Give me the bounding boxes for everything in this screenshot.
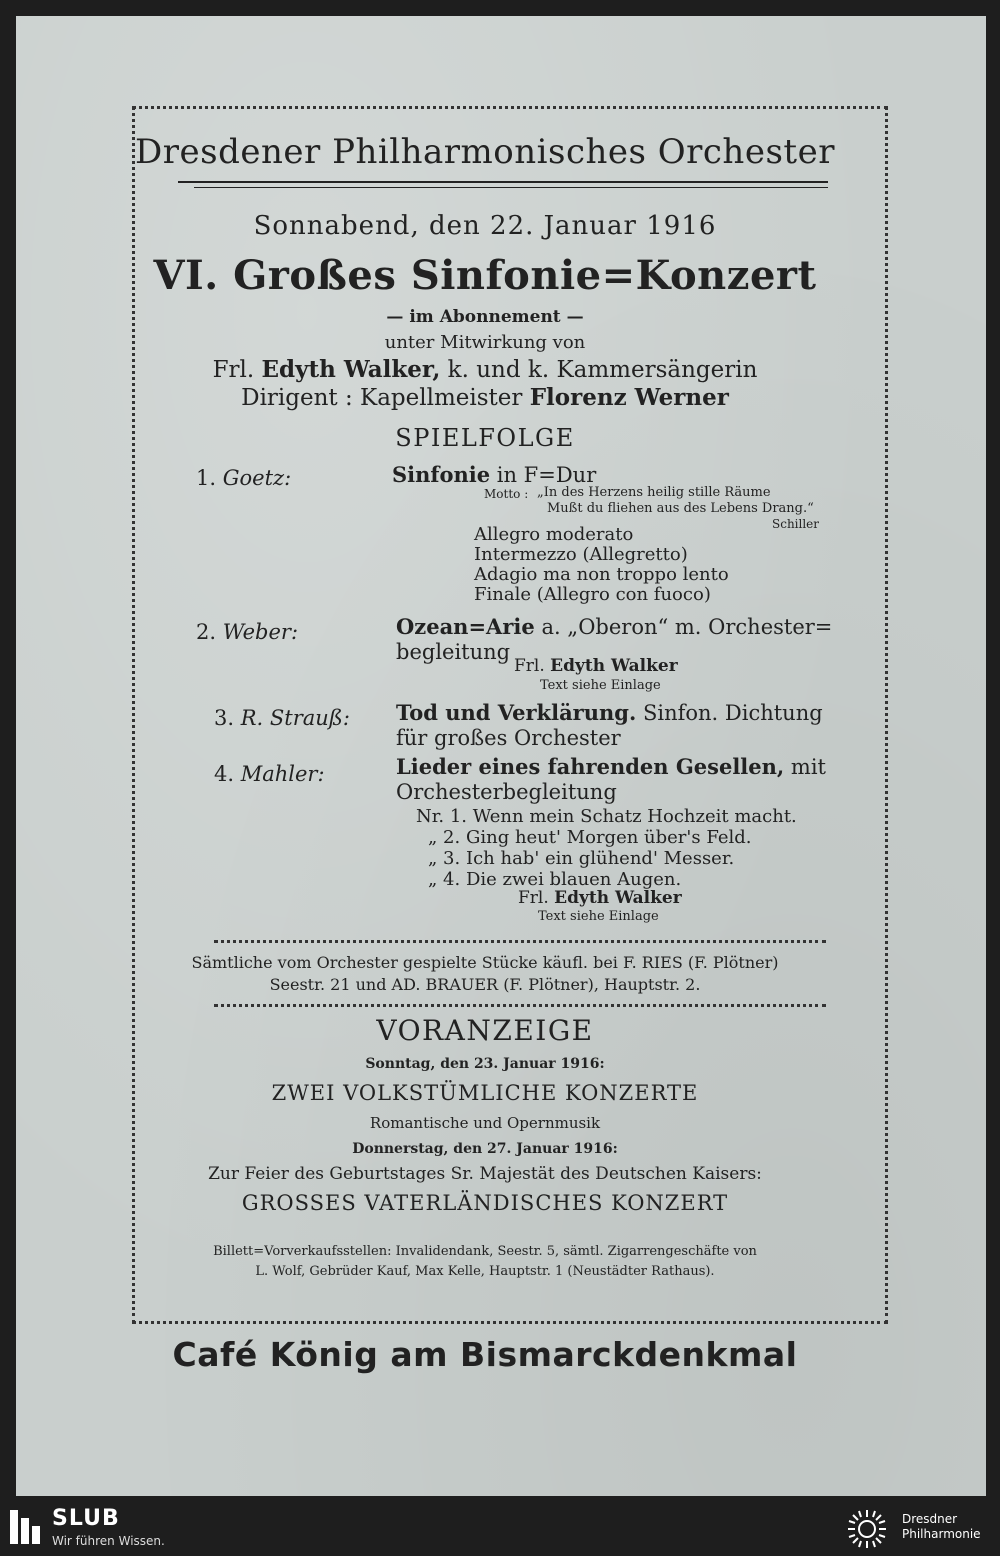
composer-name: Goetz:	[222, 466, 292, 490]
soloist-role: k. und k. Kammersängerin	[447, 357, 758, 383]
conductor-prefix: Dirigent : Kapellmeister	[241, 385, 523, 411]
program-item-number: 2. Weber:	[196, 620, 299, 644]
preview-date: Sonntag, den 23. Januar 1916:	[365, 1056, 605, 1072]
preview-subtitle: Romantische und Opernmusik	[369, 1114, 601, 1132]
motto-author: Schiller	[772, 517, 820, 531]
motto-line: Mußt du fliehen aus des Lebens Drang.“	[547, 501, 814, 516]
preview-concert-title: GROSSES VATERLÄNDISCHES KONZERT	[241, 1191, 729, 1215]
composer-name: Mahler:	[240, 762, 325, 786]
work-title: Ozean=Arie a. „Oberon“ m. Orchester=	[396, 614, 833, 639]
work-title-cont: für großes Orchester	[396, 726, 621, 750]
sales-line: Sämtliche vom Orchester gespielte Stücke käufl. bei F. RIES (F. Plötner)	[191, 953, 779, 972]
subscription-note: — im Abonnement —	[386, 307, 584, 327]
philharmonie-logo-icon	[846, 1508, 888, 1550]
soloist-name: Edyth Walker,	[261, 356, 441, 383]
title-rule-thin	[194, 187, 828, 188]
work-title: Sinfonie in F=Dur	[392, 462, 597, 487]
program-item-number: 4. Mahler:	[214, 762, 325, 786]
preview-date: Donnerstag, den 27. Januar 1916:	[352, 1141, 618, 1157]
cafe-advert: Café König am Bismarckdenkmal	[172, 1335, 798, 1374]
sales-line: Seestr. 21 und AD. BRAUER (F. Plötner), Hauptstr. 2.	[269, 975, 701, 994]
work-title: Tod und Verklärung. Sinfon. Dichtung	[396, 700, 823, 725]
song-item: Nr. 1. Wenn mein Schatz Hochzeit macht.	[416, 806, 797, 827]
text-note: Text siehe Einlage	[538, 909, 659, 924]
slub-logo-icon	[10, 1510, 40, 1544]
program-item-number: 1. Goetz:	[196, 466, 292, 490]
soloist-line	[0, 356, 970, 383]
programme-heading: SPIELFOLGE	[395, 424, 575, 452]
ticket-sales-line: Billett=Vorverkaufsstellen: Invalidendank, Seestr. 5, sämtl. Zigarrengeschäfte von	[213, 1244, 757, 1259]
work-title-cont: begleitung	[396, 640, 511, 664]
song-item: „ 3. Ich hab' ein glühend' Messer.	[428, 848, 735, 869]
preview-concert-title: ZWEI VOLKSTÜMLICHE KONZERTE	[271, 1081, 699, 1105]
motto-label: Motto :	[484, 487, 529, 501]
performer-line: Frl. Edyth Walker	[514, 656, 678, 676]
composer-name: Weber:	[222, 620, 299, 644]
orchestra-name: Dresdener Philharmonisches Orchester	[135, 132, 835, 172]
movement: Finale (Allegro con fuoco)	[474, 584, 711, 605]
preview-occasion: Zur Feier des Geburtstages Sr. Majestät des Deutschen Kaisers:	[208, 1164, 762, 1184]
song-item: „ 4. Die zwei blauen Augen.	[428, 869, 682, 890]
motto-line: „In des Herzens heilig stille Räume	[537, 485, 771, 500]
dotted-separator	[214, 1004, 826, 1007]
philharmonie-name[interactable]: Dresdner Philharmonie	[902, 1512, 981, 1541]
performer-line: Frl. Edyth Walker	[518, 888, 682, 908]
program-item-number: 3. R. Strauß:	[214, 706, 350, 730]
movement: Allegro moderato	[474, 524, 634, 545]
preview-heading: VORANZEIGE	[376, 1014, 594, 1047]
conductor-line	[0, 384, 970, 411]
slub-name[interactable]: SLUB	[52, 1506, 120, 1531]
concert-date: Sonnabend, den 22. Januar 1916	[253, 211, 717, 241]
text-note: Text siehe Einlage	[540, 678, 661, 693]
concert-title: VI. Großes Sinfonie=Konzert	[153, 252, 817, 299]
conductor-name: Florenz Werner	[529, 384, 729, 411]
ticket-sales-line: L. Wolf, Gebrüder Kauf, Max Kelle, Hauptstr. 1 (Neustädter Rathaus).	[255, 1264, 715, 1279]
work-title-cont: Orchesterbegleitung	[396, 780, 617, 804]
title-rule-thick	[178, 181, 828, 183]
cooperation-line: unter Mitwirkung von	[384, 332, 586, 353]
song-item: „ 2. Ging heut' Morgen über's Feld.	[428, 827, 752, 848]
movement: Intermezzo (Allegretto)	[474, 544, 688, 565]
slub-tagline: Wir führen Wissen.	[52, 1534, 165, 1548]
soloist-prefix: Frl.	[212, 357, 255, 383]
movement: Adagio ma non troppo lento	[474, 564, 729, 585]
composer-name: R. Strauß:	[240, 706, 350, 730]
footer-bar	[0, 1500, 1000, 1556]
work-title: Lieder eines fahrenden Gesellen, mit	[396, 754, 826, 779]
dotted-separator	[214, 940, 826, 943]
